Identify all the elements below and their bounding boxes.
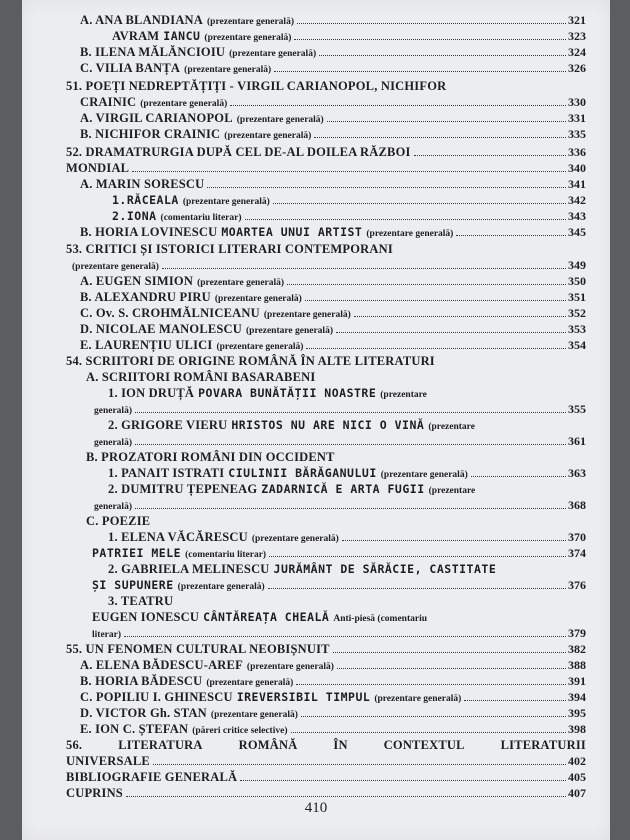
page-ref: 402	[568, 754, 586, 768]
entry-subtitle: (prezentare generală)	[206, 678, 294, 688]
entry-subtitle: generală)	[94, 406, 132, 416]
entry-title: AVRAM	[112, 29, 160, 43]
entry-title: EUGEN IONESCU	[92, 610, 200, 624]
toc-entry	[112, 192, 586, 208]
dot-leader	[124, 636, 566, 637]
toc-entry	[108, 465, 586, 481]
entry-title: CUPRINS	[66, 786, 123, 800]
entry-subtitle: (prezentare generală)	[72, 262, 159, 272]
entry-subtitle: (păreri critice selective)	[192, 726, 288, 736]
page-ref: 363	[568, 466, 586, 480]
entry-title: CRAINIC	[80, 95, 137, 109]
page-ref: 368	[568, 498, 586, 512]
entry-title: 2. GRIGORE VIERU	[108, 418, 228, 432]
dot-leader	[135, 508, 566, 509]
entry-title: 1. ELENA VĂCĂRESCU	[108, 530, 248, 544]
toc-entry	[80, 689, 586, 705]
entry-title: A. EUGEN SIMION	[80, 274, 194, 288]
toc-entry	[80, 224, 586, 240]
work-title: CÂNTĂREAȚA CHEALĂ	[203, 610, 330, 624]
entry-title: A. ELENA BĂDESCU-AREF	[80, 658, 243, 672]
toc-entry	[66, 737, 586, 753]
toc-entry	[80, 289, 586, 305]
dot-leader	[471, 476, 566, 477]
toc-entry	[80, 705, 586, 721]
page-ref: 335	[568, 127, 586, 141]
work-title: CIULINII BĂRĂGANULUI	[228, 466, 377, 480]
entry-title: C. VILIA BANȚA	[80, 61, 181, 75]
dot-leader	[306, 348, 566, 349]
entry-subtitle: (prezentare generală)	[216, 342, 304, 352]
entry-title: 53. CRITICI ȘI ISTORICI LITERARI CONTEMPORANI	[66, 242, 393, 256]
toc-entry	[94, 401, 586, 417]
dot-leader	[135, 412, 566, 413]
toc-entry	[80, 721, 586, 737]
dot-leader	[240, 780, 566, 781]
entry-title: E. ION C. ȘTEFAN	[80, 722, 189, 736]
entry-title: A. SCRIITORI ROMÂNI BASARABENI	[86, 370, 316, 384]
work-title: 2.IONA	[112, 209, 157, 223]
entry-title: C. POEZIE	[86, 514, 151, 528]
page-ref: 398	[568, 722, 586, 736]
toc-entry	[66, 241, 586, 257]
dot-leader	[245, 219, 566, 220]
toc-entry	[80, 176, 586, 192]
dot-leader	[337, 668, 566, 669]
entry-title: UNIVERSALE	[66, 754, 150, 768]
toc-entry	[80, 44, 586, 60]
page-ref: 331	[568, 111, 586, 125]
page-ref: 343	[568, 209, 586, 223]
dot-leader	[207, 187, 566, 188]
entry-subtitle: (prezentare generală)	[374, 694, 462, 704]
toc-entry	[108, 417, 586, 433]
dot-leader	[296, 684, 566, 685]
dot-leader	[456, 235, 566, 236]
entry-title: 2. GABRIELA MELINESCU	[108, 562, 270, 576]
dot-leader	[291, 732, 567, 733]
toc-entry	[86, 513, 586, 529]
page-ref: 395	[568, 706, 586, 720]
page-ref: 342	[568, 193, 586, 207]
entry-subtitle: (prezentare generală)	[210, 710, 298, 720]
page-ref: 382	[568, 642, 586, 656]
entry-title: A. MARIN SORESCU	[80, 177, 205, 191]
page-ref: 355	[568, 402, 586, 416]
page-ref: 376	[568, 578, 586, 592]
dot-leader	[319, 55, 566, 56]
entry-subtitle: (prezentare generală)	[236, 115, 324, 125]
work-title: ZADARNICĂ E ARTA FUGII	[261, 482, 425, 496]
dot-leader	[230, 105, 566, 106]
entry-subtitle: (prezentare	[380, 390, 427, 400]
entry-subtitle: literar)	[92, 630, 122, 640]
toc-entry	[80, 126, 586, 142]
toc-entry	[72, 257, 586, 273]
entry-title: D. NICOLAE MANOLESCU	[80, 322, 243, 336]
toc-entry	[66, 160, 586, 176]
entry-title: B. HORIA LOVINESCU	[80, 225, 218, 239]
dot-leader	[327, 121, 566, 122]
toc-entry	[66, 144, 586, 160]
entry-title: 1. ION DRUȚĂ	[108, 386, 195, 400]
dot-leader	[269, 556, 566, 557]
work-title: 1.RĂCEALA	[112, 193, 179, 207]
toc-entry	[80, 273, 586, 289]
entry-subtitle: (comentariu literar)	[160, 213, 242, 223]
dot-leader	[162, 268, 566, 269]
page-ref: 321	[568, 13, 586, 27]
dot-leader	[126, 796, 566, 797]
entry-subtitle: Anti-piesă (comentariu	[333, 614, 428, 624]
toc-entry	[66, 641, 586, 657]
work-title: PATRIEI MELE	[92, 546, 182, 560]
entry-title: 52. DRAMATRURGIA DUPĂ CEL DE-AL DOILEA RĂZBOI	[66, 145, 411, 159]
page-ref: 349	[568, 258, 586, 272]
entry-title: B. ALEXANDRU PIRU	[80, 290, 211, 304]
page-ref: 354	[568, 338, 586, 352]
dot-leader	[294, 39, 566, 40]
dot-leader	[464, 700, 566, 701]
page-ref: 330	[568, 95, 586, 109]
entry-subtitle: (prezentare	[428, 486, 476, 496]
toc-entry	[80, 305, 586, 321]
toc-entry	[86, 369, 586, 385]
page-ref: 345	[568, 225, 586, 239]
page-ref: 394	[568, 690, 586, 704]
work-title: IANCU	[163, 29, 201, 43]
entry-subtitle: (comentariu literar)	[185, 550, 267, 560]
work-title: ȘI SUPUNERE	[92, 578, 174, 592]
toc-entry	[80, 657, 586, 673]
entry-subtitle: (prezentare generală)	[366, 229, 454, 239]
page-ref: 340	[568, 161, 586, 175]
entry-title: A. VIRGIL CARIANOPOL	[80, 111, 233, 125]
dot-leader	[301, 716, 566, 717]
entry-subtitle: (prezentare generală)	[204, 33, 292, 43]
entry-subtitle: (prezentare generală)	[246, 662, 334, 672]
entry-subtitle: (prezentare generală)	[177, 582, 265, 592]
page-ref: 379	[568, 626, 586, 640]
entry-title: 1. PANAIT ISTRATI	[108, 466, 225, 480]
toc-entry	[66, 78, 586, 94]
entry-subtitle: (prezentare generală)	[224, 131, 312, 141]
toc-entry	[108, 593, 586, 609]
dot-leader	[274, 71, 566, 72]
entry-title: 54. SCRIITORI DE ORIGINE ROMÂNĂ ÎN ALTE LITERATURI	[66, 354, 435, 368]
toc-entry	[80, 60, 586, 76]
work-title: MOARTEA UNUI ARTIST	[221, 225, 363, 239]
page-ref: 324	[568, 45, 586, 59]
toc-entry	[92, 545, 586, 561]
entry-subtitle: (prezentare generală)	[214, 294, 302, 304]
work-title: IREVERSIBIL TIMPUL	[236, 690, 371, 704]
toc-entry	[80, 337, 586, 353]
toc-entry	[108, 385, 586, 401]
book-page	[22, 0, 610, 840]
dot-leader	[135, 444, 566, 445]
entry-subtitle: (prezentare	[428, 422, 475, 432]
toc-entry	[66, 785, 586, 801]
dot-leader	[314, 137, 566, 138]
dot-leader	[333, 652, 566, 653]
page-ref: 323	[568, 29, 586, 43]
page-ref: 388	[568, 658, 586, 672]
toc-entry	[108, 529, 586, 545]
dot-leader	[342, 540, 566, 541]
toc-entry	[92, 577, 586, 593]
entry-title: D. VICTOR Gh. STAN	[80, 706, 207, 720]
page-ref: 405	[568, 770, 586, 784]
entry-subtitle: (prezentare generală)	[380, 470, 468, 480]
page-number: 410	[304, 800, 328, 816]
work-title: JURĂMÂNT DE SĂRĂCIE, CASTITATE	[273, 562, 497, 576]
toc-entry	[112, 208, 586, 224]
entry-subtitle: (prezentare generală)	[263, 310, 351, 320]
entry-title: A. ANA BLANDIANA	[80, 13, 204, 27]
entry-title: MONDIAL	[66, 161, 130, 175]
entry-title: BIBLIOGRAFIE GENERALĂ	[66, 770, 238, 784]
entry-subtitle: (prezentare generală)	[246, 326, 333, 336]
toc-entry	[80, 12, 586, 28]
toc-entry	[92, 625, 586, 641]
toc-entry	[108, 481, 586, 497]
page-ref: 341	[568, 177, 586, 191]
entry-title: 51. POEȚI NEDREPTĂȚIȚI - VIRGIL CARIANOPOL, NICHIFOR	[66, 79, 447, 93]
entry-title: E. LAURENȚIU ULICI	[80, 338, 213, 352]
page-ref: 350	[568, 274, 586, 288]
entry-subtitle: (prezentare generală)	[207, 17, 294, 27]
page-ref: 326	[568, 61, 586, 75]
entry-title: B. HORIA BĂDESCU	[80, 674, 203, 688]
toc-entry	[94, 497, 586, 513]
entry-title: 56. LITERATURA ROMÂNĂ ÎN CONTEXTUL LITERATURII	[66, 738, 586, 752]
work-title: HRISTOS NU ARE NICI O VINĂ	[231, 418, 425, 432]
entry-title: B. ILENA MĂLĂNCIOIU	[80, 45, 226, 59]
toc-entry	[86, 449, 586, 465]
toc-entry	[80, 321, 586, 337]
dot-leader	[132, 171, 566, 172]
entry-subtitle: (prezentare generală)	[182, 197, 270, 207]
dot-leader	[273, 203, 566, 204]
dot-leader	[153, 764, 566, 765]
entry-subtitle: (prezentare generală)	[184, 65, 272, 75]
page-ref: 374	[568, 546, 586, 560]
entry-title: B. NICHIFOR CRAINIC	[80, 127, 221, 141]
dot-leader	[297, 23, 566, 24]
entry-title: B. PROZATORI ROMÂNI DIN OCCIDENT	[86, 450, 335, 464]
toc-entry	[66, 769, 586, 785]
toc-entry	[80, 110, 586, 126]
page-ref: 353	[568, 322, 586, 336]
entry-title: C. POPILIU I. GHINESCU	[80, 690, 233, 704]
work-title: POVARA BUNĂTĂȚII NOASTRE	[198, 386, 377, 400]
entry-subtitle: (prezentare generală)	[140, 99, 228, 109]
page-ref: 351	[568, 290, 586, 304]
entry-title: 3. TEATRU	[108, 594, 174, 608]
dot-leader	[336, 332, 566, 333]
dot-leader	[287, 284, 566, 285]
page-ref: 370	[568, 530, 586, 544]
entry-title: 55. UN FENOMEN CULTURAL NEOBIȘNUIT	[66, 642, 330, 656]
entry-title: C. Ov. S. CROHMĂLNICEANU	[80, 306, 260, 320]
page-ref: 352	[568, 306, 586, 320]
entry-subtitle: (prezentare generală)	[229, 49, 317, 59]
page-ref: 361	[568, 434, 586, 448]
page-ref: 407	[568, 786, 586, 800]
entry-subtitle: generală)	[94, 502, 132, 512]
dot-leader	[305, 300, 566, 301]
page-ref: 391	[568, 674, 586, 688]
toc-entry	[66, 753, 586, 769]
dot-leader	[268, 588, 566, 589]
dot-leader	[354, 316, 566, 317]
toc-entry	[94, 433, 586, 449]
entry-title: 2. DUMITRU ȚEPENEAG	[108, 482, 258, 496]
toc-entry	[92, 609, 586, 625]
toc-entry	[80, 673, 586, 689]
toc-entry	[80, 94, 586, 110]
toc-entry	[112, 28, 586, 44]
page-ref: 336	[568, 145, 586, 159]
toc-entry	[108, 561, 586, 577]
dot-leader	[414, 155, 566, 156]
entry-subtitle: generală)	[94, 438, 132, 448]
entry-subtitle: (prezentare generală)	[197, 278, 285, 288]
entry-subtitle: (prezentare generală)	[251, 534, 339, 544]
toc-entry	[66, 353, 586, 369]
